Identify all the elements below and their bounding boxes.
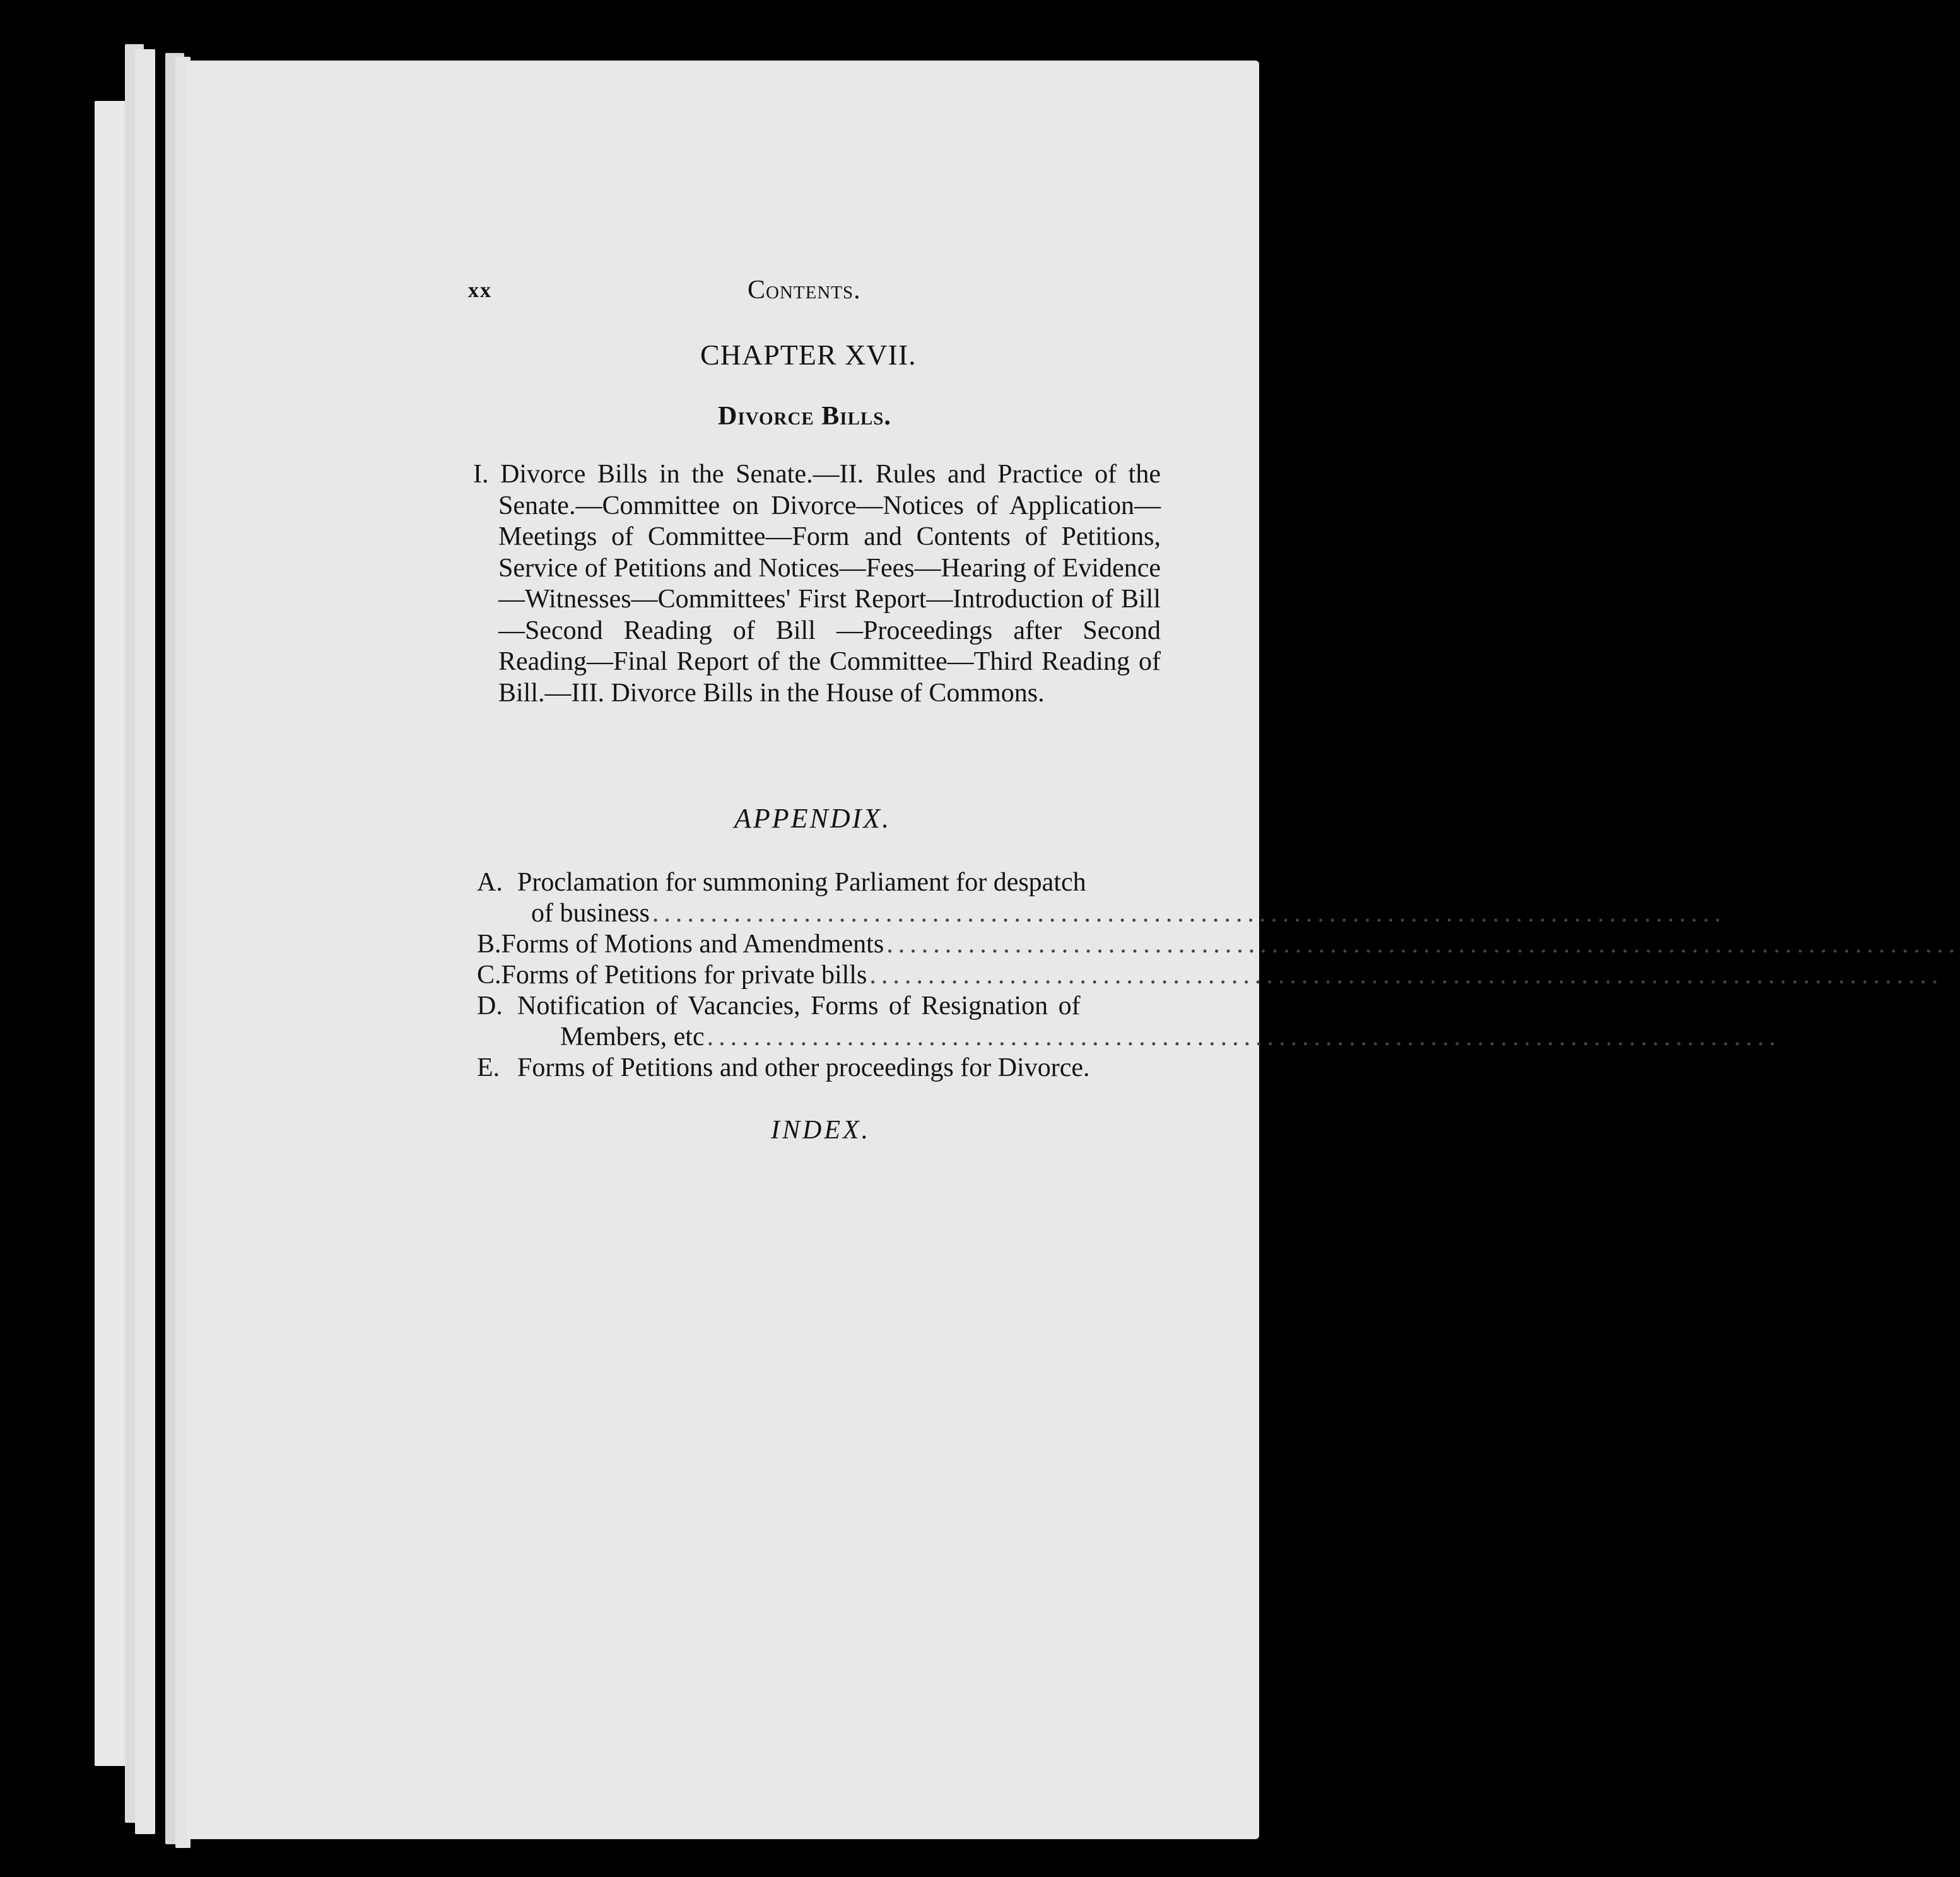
entry-continuation: of business [531, 899, 650, 928]
appendix-heading: APPENDIX. [734, 803, 891, 834]
chapter-subtitle: Divorce Bills. [718, 402, 891, 431]
dot-leader: ............................................................................................ [869, 961, 1944, 990]
entry-text: Forms of Motions and Amendments [501, 930, 884, 959]
appendix-entry-e [477, 1053, 1162, 1084]
dot-leader: ............................................................................................ [707, 1022, 1781, 1051]
entry-letter: D. [477, 991, 503, 1020]
chapter-title: CHAPTER XVII. [700, 339, 917, 371]
appendix-entry-d [477, 991, 1162, 1022]
chapter-summary: I. Divorce Bills in the Senate.—II. Rules and Practice of the Senate.—Committee on Divorce—Notices of Application—Meetings of Committee—Form and Contents of Petitions, Service of Petitions and Notices—Fees—Hearing of Evidence—Witnesses—Committees' First Report—Introduction of Bill—Second Reading of Bill —Proceedings after Second Reading—Final Report of the Committee—Third Reading of Bill.—III. Divorce Bills in the House of Commons. [473, 460, 1161, 708]
page-edge [135, 49, 155, 1834]
dot-leader: ............................................................................................ [652, 899, 1726, 928]
entry-text: Proclamation for summoning Parliament for despatch [517, 868, 1086, 897]
entry-letter: C. [477, 961, 502, 990]
dot-leader: ............................................................................................ [886, 930, 1960, 959]
entry-text: Forms of Petitions for private bills [501, 961, 867, 990]
entry-letter: A. [477, 868, 503, 897]
entry-text: Notification of Vacancies, Forms of Resignation of [517, 991, 1081, 1020]
appendix-entry-b [477, 929, 1960, 960]
page-folio: xx [468, 279, 492, 302]
entry-continuation: Members, etc [560, 1022, 705, 1051]
appendix-entry-a-continuation [531, 898, 1726, 929]
entry-text: Forms of Petitions and other proceedings for Divorce. [517, 1053, 1090, 1082]
appendix-entry-d-continuation [560, 1022, 1781, 1053]
appendix-entry-a [477, 867, 1162, 898]
entry-letter: E. [477, 1053, 500, 1082]
index-heading: INDEX. [771, 1116, 871, 1145]
running-title: Contents. [748, 276, 861, 305]
entry-letter: B. [477, 930, 502, 959]
appendix-entry-c [477, 960, 1944, 991]
